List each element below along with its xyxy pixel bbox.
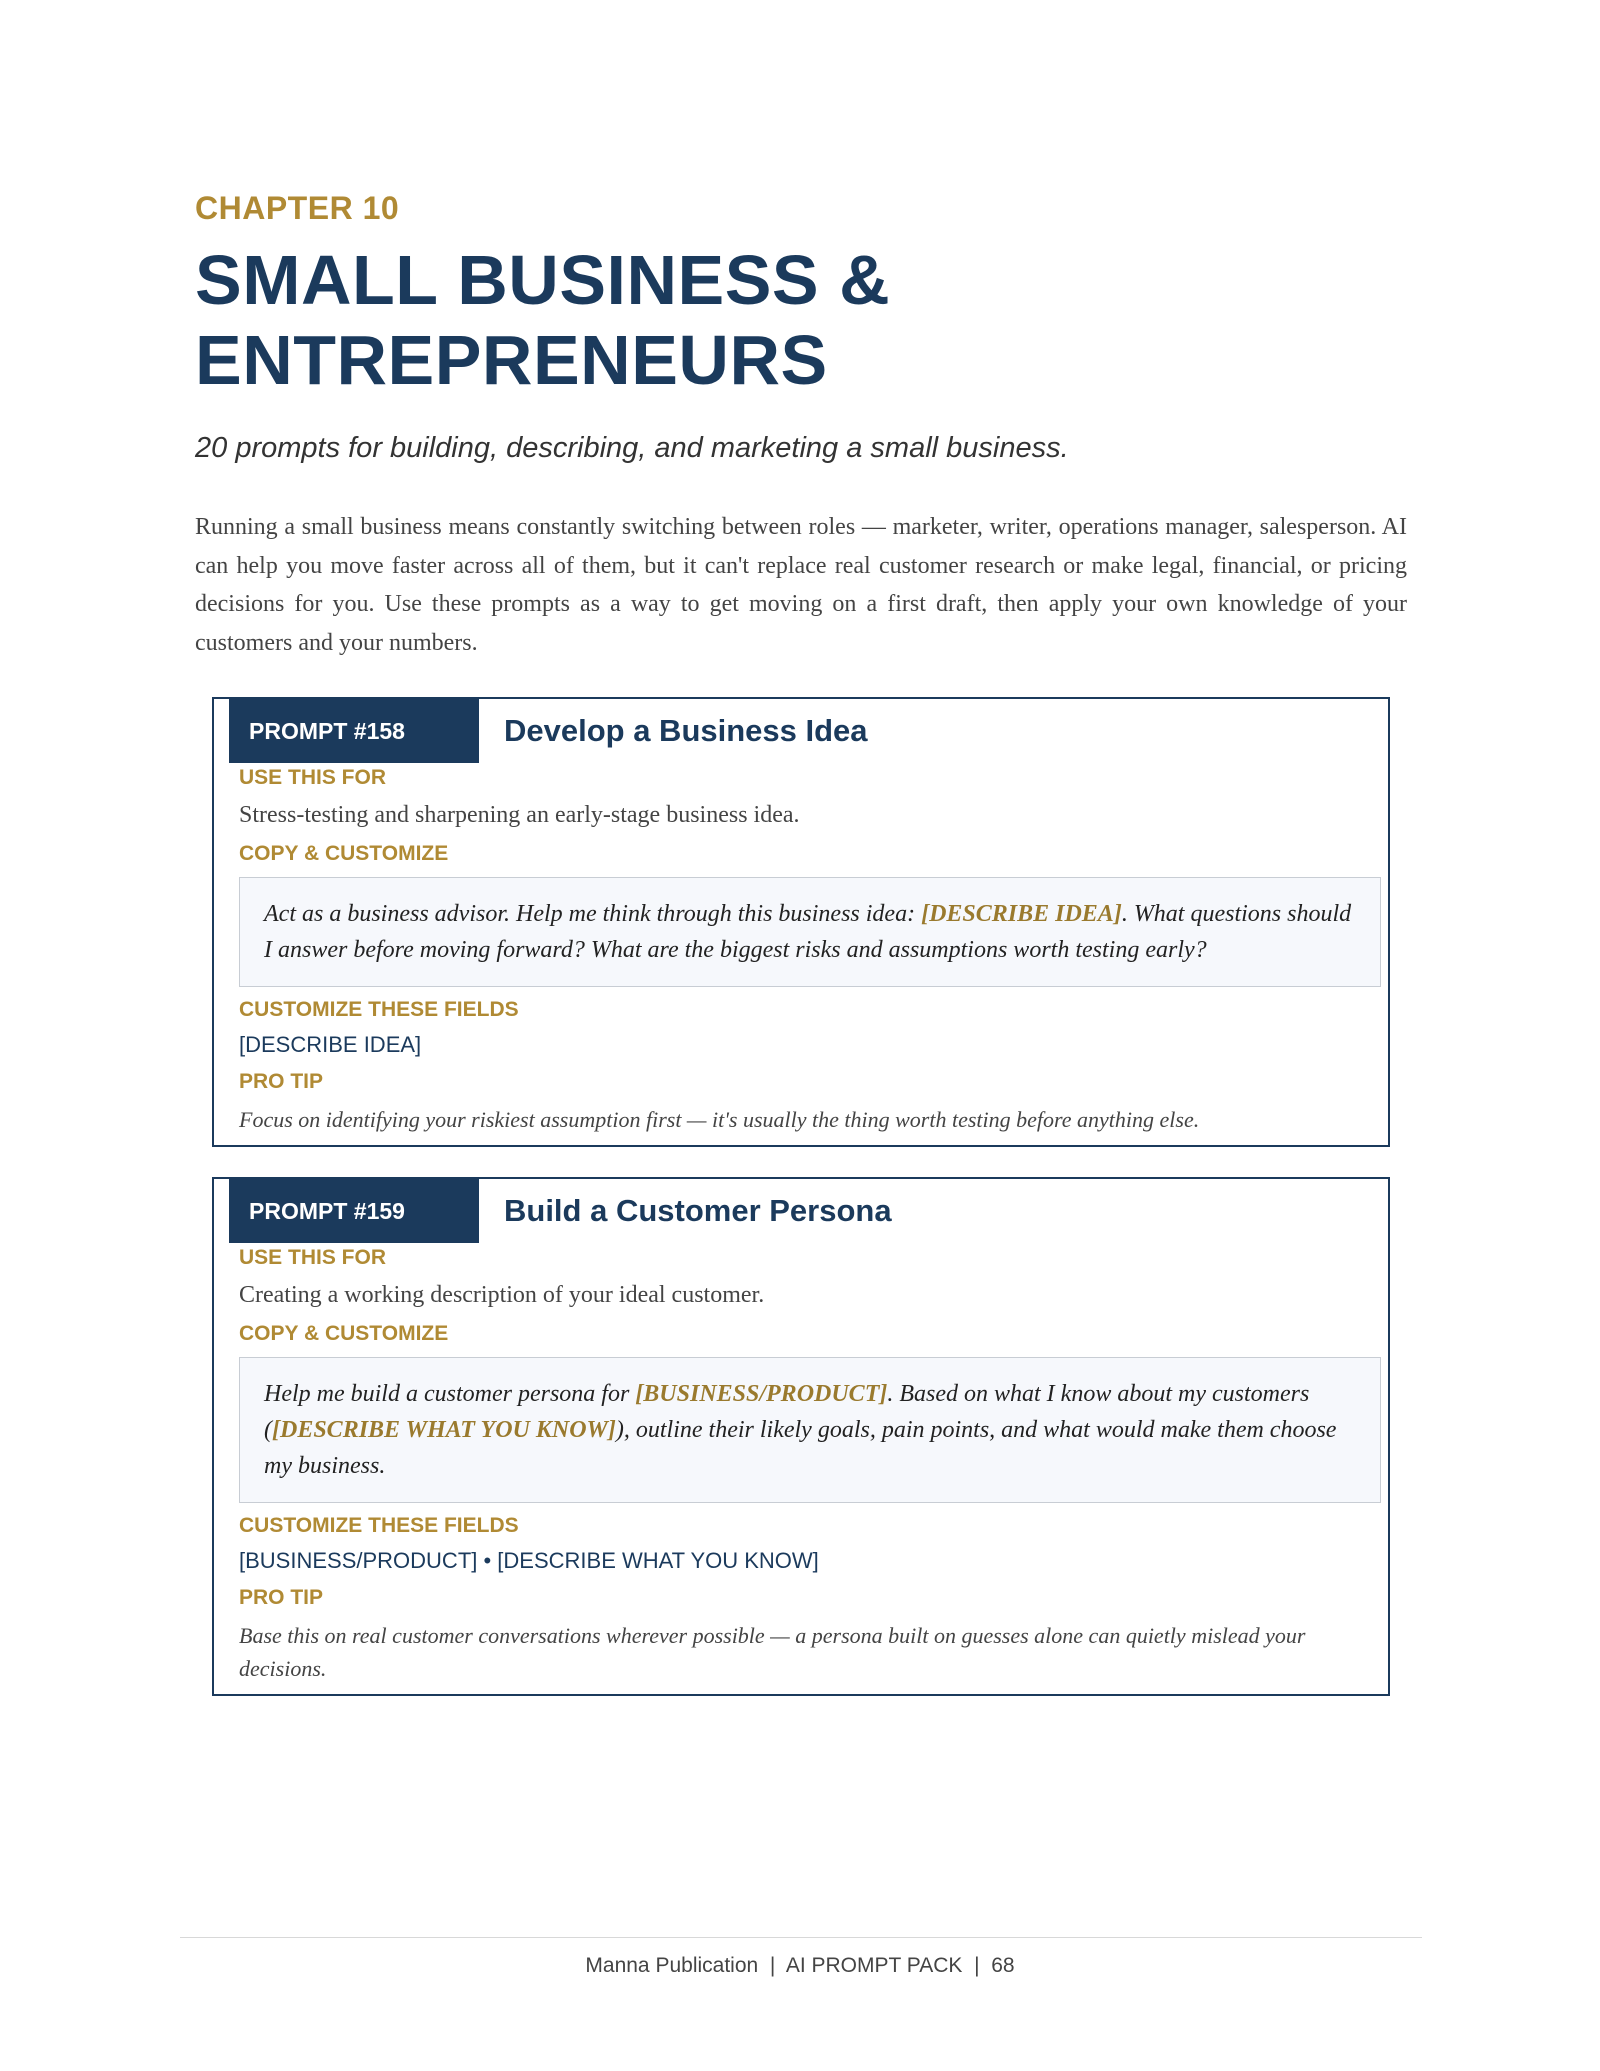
chapter-header (195, 190, 1407, 662)
use-this-for-text: Stress-testing and sharpening an early-stage business idea. (239, 802, 800, 828)
prompt-text-box[interactable] (239, 877, 1381, 987)
use-this-for-text: Creating a working description of your ideal customer. (239, 1282, 765, 1308)
copy-customize-label: COPY & CUSTOMIZE (239, 1322, 449, 1345)
customize-fields-text: [BUSINESS/PRODUCT] • [DESCRIBE WHAT YOU KNOW] (239, 1548, 819, 1573)
placeholder-field: [DESCRIBE IDEA] (921, 901, 1122, 927)
prompt-badge: PROMPT #158 (229, 699, 479, 763)
prompt-text: . Based on what I know about my customers ( (264, 1381, 1310, 1443)
use-this-for-label: USE THIS FOR (239, 1246, 387, 1269)
prompt-badge: PROMPT #159 (229, 1179, 479, 1243)
prompt-card-158 (212, 697, 1390, 1147)
customize-fields-label: CUSTOMIZE THESE FIELDS (239, 998, 519, 1021)
pro-tip-label: PRO TIP (239, 1586, 324, 1609)
customize-fields-text: [DESCRIBE IDEA] (239, 1032, 422, 1057)
chapter-intro: Running a small business means constantly switching between roles — marketer, writer, operations manager, salesperson. AI can help you move faster across all of them, but it can't replace real customer research or make legal, financial, or pricing decisions for you. Use these prompts as a way to get moving on a first draft, then apply your own knowledge of your customers and your numbers. (195, 514, 1407, 656)
placeholder-field: [DESCRIBE WHAT YOU KNOW] (272, 1417, 616, 1443)
chapter-title-line-2: ENTREPRENEURS (195, 321, 828, 399)
pro-tip-text: Base this on real customer conversations wherever possible — a persona built on guesses alone can quietly mislead your decisions. (239, 1623, 1306, 1681)
footer-divider (180, 1937, 1422, 1938)
use-this-for-label: USE THIS FOR (239, 766, 387, 789)
prompt-text-box[interactable] (239, 1357, 1381, 1503)
prompt-title: Develop a Business Idea (504, 713, 868, 748)
prompt-card-159 (212, 1177, 1390, 1696)
pro-tip-text: Focus on identifying your riskiest assumption first — it's usually the thing worth testing before anything else. (239, 1107, 1200, 1132)
placeholder-field: [BUSINESS/PRODUCT] (635, 1381, 888, 1407)
prompt-body (239, 1245, 1379, 1685)
pro-tip-label: PRO TIP (239, 1070, 324, 1093)
prompt-text: . What questions should I answer before moving forward? What are the biggest risks and assumptions worth testing early? (264, 901, 1352, 963)
prompt-body (239, 765, 1379, 1136)
customize-fields-label: CUSTOMIZE THESE FIELDS (239, 1514, 519, 1537)
copy-customize-label: COPY & CUSTOMIZE (239, 842, 449, 865)
prompt-text: ), outline their likely goals, pain points, and what would make them choose my business. (264, 1417, 1337, 1479)
prompt-title: Build a Customer Persona (504, 1193, 892, 1228)
chapter-subtitle: 20 prompts for building, describing, and marketing a small business. (195, 432, 1069, 464)
chapter-title (195, 240, 1407, 400)
chapter-title-line-1: SMALL BUSINESS & (195, 241, 891, 319)
prompt-text: Act as a business advisor. Help me think through this business idea: (264, 901, 922, 927)
page-footer: Manna Publication | AI PROMPT PACK | 68 (585, 1954, 1015, 1977)
prompt-text: Help me build a customer persona for (264, 1381, 636, 1407)
chapter-label: CHAPTER 10 (195, 190, 400, 226)
